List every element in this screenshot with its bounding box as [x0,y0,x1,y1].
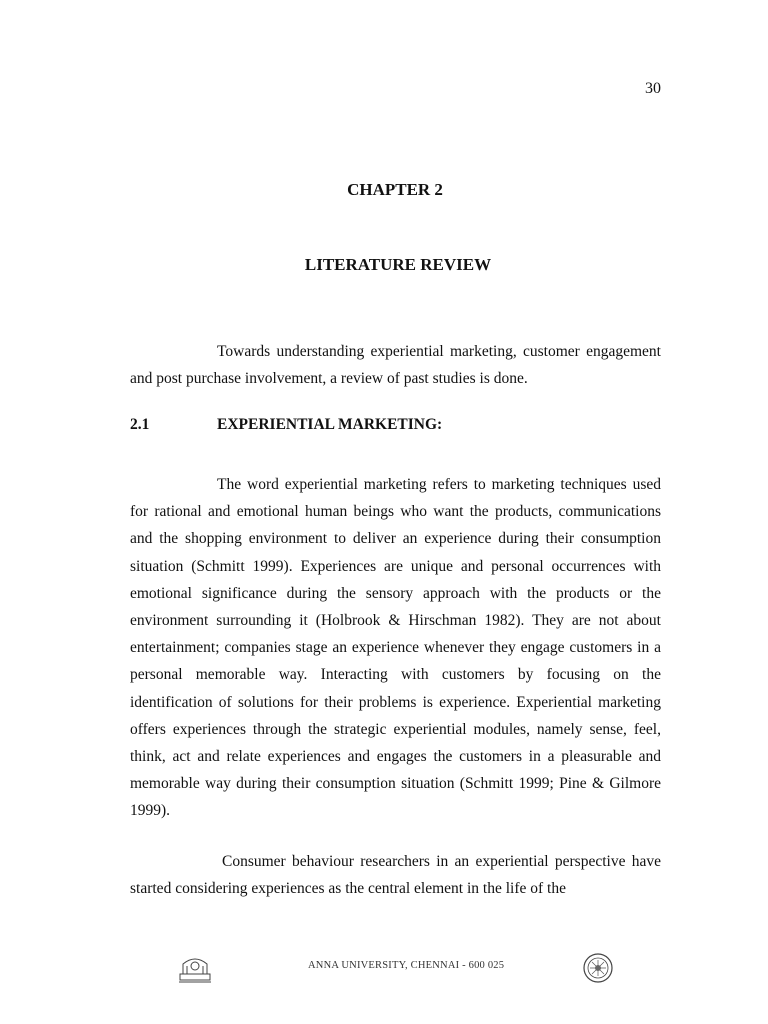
body-paragraph-1 [130,471,661,825]
chapter-title: LITERATURE REVIEW [304,255,492,274]
university-seal-icon [582,952,614,984]
paragraph-text: The word experiential marketing refers to marketing techniques used for rational and emotional human beings who want the products, communications and the shopping environment to deliver an experience during their consumption situation (Schmitt 1999). Experiences are unique and personal occurrences with emotional significance during the sensory approach with the products or the environment surrounding it (Holbrook & Hirschman 1982). They are not about entertainment; companies stage an experience whenever they engage customers in a personal memorable way. Interacting with customers by focusing on the identification of solutions for their problems is experience. Experiential marketing offers experiences through the strategic experiential modules, namely sense, feel, think, act and relate experiences and engages the customers in a pleasurable and memorable way during their consumption situation (Schmitt 1999; Pine & Gilmore 1999). [130,476,661,820]
intro-text: Towards understanding experiential marketing, customer engagement and post purchase involvement, a review of past studies is done. [130,343,661,388]
intro-paragraph [130,338,661,392]
section-heading [130,416,442,434]
page-number: 30 [645,80,661,97]
chapter-label: CHAPTER 2 [347,180,443,199]
paragraph-text: Consumer behaviour researchers in an experiential perspective have started considering experiences as the central element in the life of the [130,853,661,898]
university-emblem-icon [177,952,213,984]
body-paragraph-2 [130,848,661,902]
section-number: 2.1 [130,416,150,433]
page-footer [0,950,768,986]
section-title: EXPERIENTIAL MARKETING: [217,416,443,433]
footer-university-text: ANNA UNIVERSITY, CHENNAI - 600 025 [308,960,505,971]
